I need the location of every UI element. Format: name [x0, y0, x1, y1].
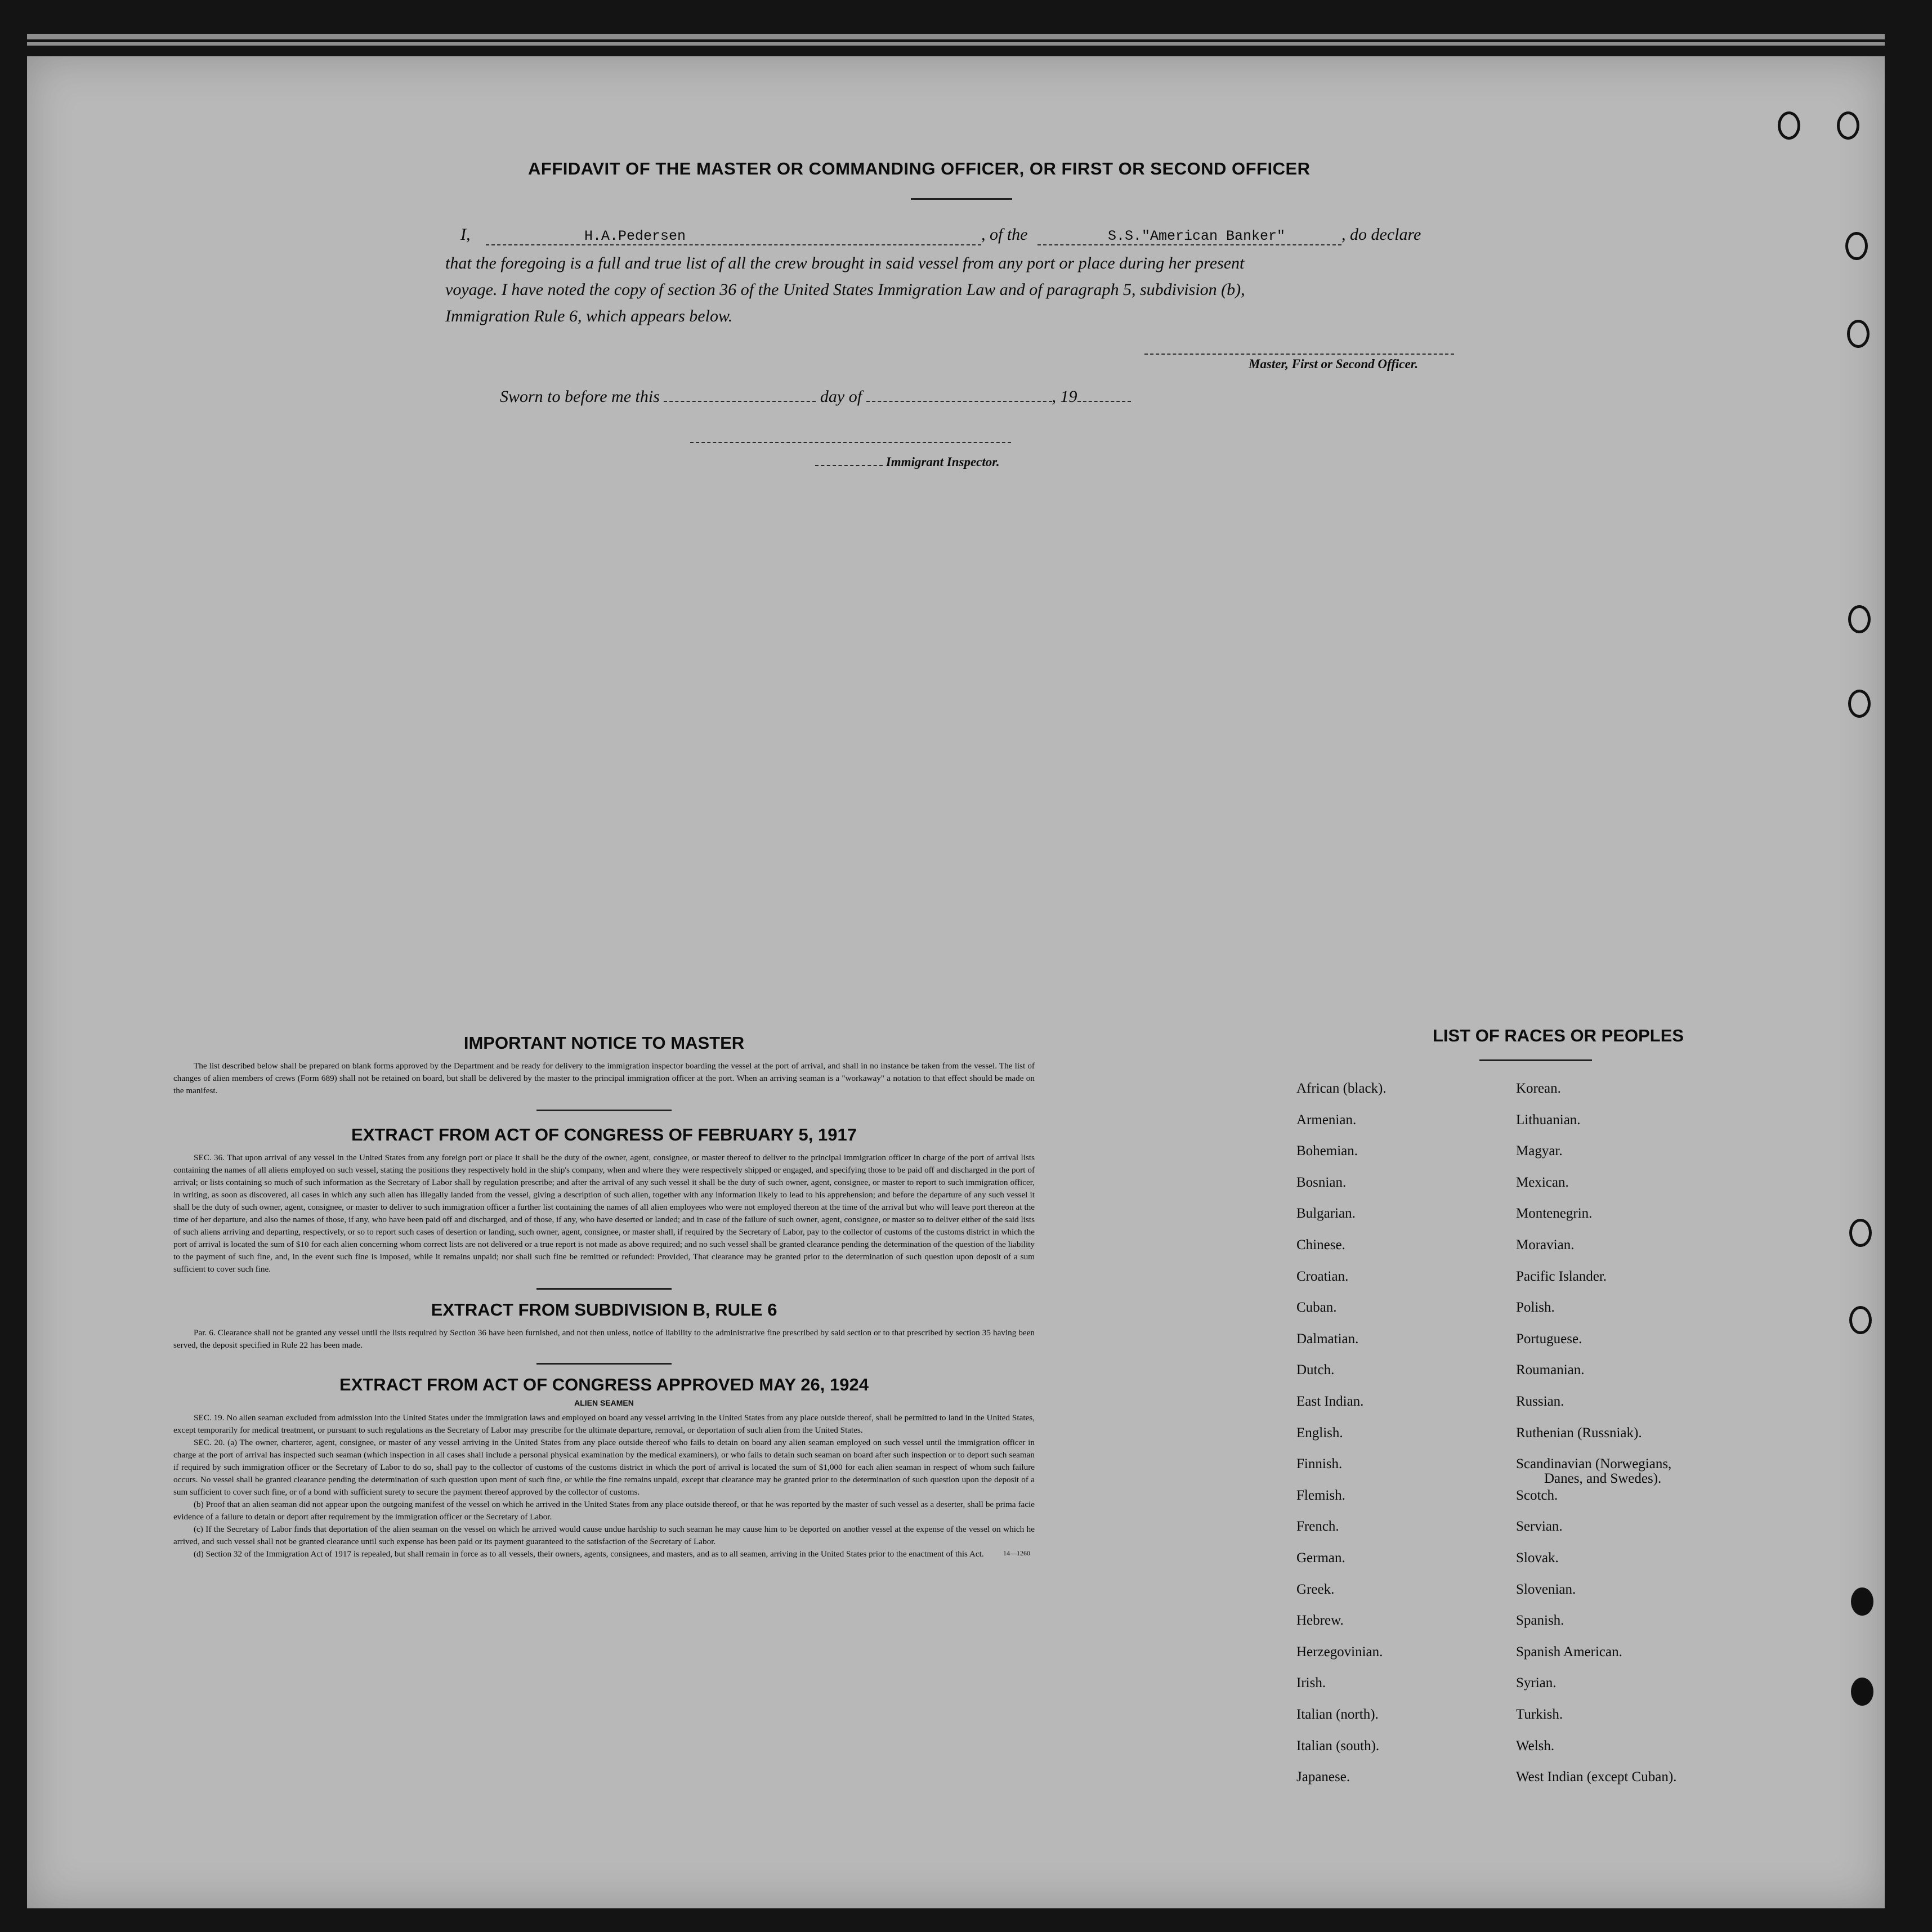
section-rule: [536, 1110, 672, 1111]
binder-hole: [1847, 320, 1870, 348]
binder-hole: [1778, 111, 1800, 140]
affidavit-title: AFFIDAVIT OF THE MASTER OR COMMANDING OFFICER, OR FIRST OR SECOND OFFICER: [528, 159, 1311, 178]
day-of-label: day of: [820, 387, 862, 406]
extract-1924-paragraph: [173, 1412, 1035, 1437]
extract-rule6-body: Par. 6. Clearance shall not be granted any vessel until the lists required by Section 36 have been furnished, and not then unless, notice of liability to the administrative fine prescribed by said section or to that prescribed by section 35 having been served, the deposit specified in Rule 22 has been made.: [173, 1328, 1035, 1350]
race-item: Italian (north).: [1296, 1707, 1379, 1722]
section-rule: [536, 1288, 672, 1290]
vessel-name-field: S.S."American Banker": [1037, 228, 1341, 245]
do-declare-label: , do declare: [1341, 225, 1421, 244]
race-item: Scandinavian (Norwegians,: [1516, 1456, 1672, 1472]
inspector-field: [815, 465, 883, 466]
page-edge-2: [27, 42, 1885, 46]
paragraph-text: (b) Proof that an alien seaman did not appear upon the outgoing manifest of the vessel on which he arrived in the United States from any place outside thereof, or that he was reported by the master of such vessel as a deserter, shall be prima facie evidence of a failure to detain or deport after requirement by the immigration officer or the Secretary of Labor.: [173, 1500, 1035, 1522]
sworn-label: Sworn to before me this: [500, 387, 660, 406]
year-prefix-label: , 19: [1052, 387, 1077, 406]
race-item: Finnish.: [1296, 1456, 1343, 1472]
extract-1924-subtitle: ALIEN SEAMEN: [574, 1398, 634, 1407]
declaration-text-line: voyage. I have noted the copy of section 36 of the United States Immigration Law and of paragraph 5, subdivision (b),: [445, 280, 1245, 299]
race-item: Herzegovinian.: [1296, 1644, 1383, 1660]
binder-hole: [1848, 605, 1871, 633]
race-item: Korean.: [1516, 1081, 1561, 1096]
race-item: Bulgarian.: [1296, 1206, 1356, 1222]
race-item: Lithuanian.: [1516, 1112, 1581, 1128]
extract-1924-paragraph: [173, 1499, 1035, 1523]
race-item: Turkish.: [1516, 1707, 1563, 1722]
sworn-month-field: [866, 401, 1052, 402]
of-the-label: , of the: [981, 225, 1028, 244]
race-item: Cuban.: [1296, 1300, 1337, 1316]
race-item: Italian (south).: [1296, 1738, 1380, 1754]
race-item: English.: [1296, 1425, 1343, 1441]
sworn-line: [500, 387, 1131, 406]
race-item: Japanese.: [1296, 1769, 1350, 1785]
race-item: Moravian.: [1516, 1237, 1575, 1253]
sworn-year-field: [1077, 401, 1131, 402]
binder-hole: [1851, 1587, 1873, 1616]
race-item: African (black).: [1296, 1081, 1387, 1096]
paragraph-text: (c) If the Secretary of Labor finds that deportation of the alien seaman on the vessel on which he arrived would cause undue hardship to such seaman he may cause him to be deported on another vessel at the expense of the vessel on which he arrived, and such vessel shall not be granted clearance until such expense has been paid or its payment guaranteed to the satisfaction of the Secretary of Labor.: [173, 1524, 1035, 1546]
race-item: Irish.: [1296, 1675, 1326, 1691]
inspector-signature-line: [690, 442, 1011, 443]
binder-hole: [1849, 1219, 1872, 1247]
signature-label: Master, First or Second Officer.: [1249, 357, 1419, 371]
race-item: Polish.: [1516, 1300, 1555, 1316]
title-rule: [911, 198, 1012, 200]
race-item: East Indian.: [1296, 1394, 1364, 1409]
race-item: Russian.: [1516, 1394, 1564, 1409]
paragraph-text: SEC. 19. No alien seaman excluded from admission into the United States under the immigration laws and employed on board any vessel arriving in the United States from any place outside thereof, shall be permitted to land in the United States, except temporarily for medical treatment, or pursuant to such regulations as the Secretary of Labor may prescribe for the ultimate departure, removal, or deportation of such alien from the United States.: [173, 1413, 1035, 1435]
race-item: Ruthenian (Russniak).: [1516, 1425, 1642, 1441]
race-item: Chinese.: [1296, 1237, 1345, 1253]
race-item: Bohemian.: [1296, 1143, 1358, 1159]
sworn-day-field: [664, 401, 816, 402]
race-item: Magyar.: [1516, 1143, 1563, 1159]
race-item: Flemish.: [1296, 1487, 1345, 1503]
binder-hole: [1837, 111, 1859, 140]
paragraph-text: SEC. 20. (a) The owner, charterer, agent, consignee, or master of any vessel arriving in the United States from any place outside thereof who fails to detain on board any alien seaman employed on such vessel until the immigration officer in charge at the port of arrival has inspected such seaman (which inspection in all cases shall include a personal physical examination by the medical examiners), or who fails to detain such seaman on board after such inspection or to deport such seaman if required by such immigration officer or the Secretary of Labor to do so, shall pay to the collector of customs of the customs district in which the port of arrival is located the sum of $1,000 for each alien seaman in respect of whom such failure occurs. No vessel shall be granted clearance pending the determination of such question upon ment of such fine, or while the fine remains unpaid, except that clearance may be granted prior to the determination of such question upon the deposit of a sum sufficient to cover such fine, or of a bond with sufficient surety to secure the payment thereof approved by the collector of customs.: [173, 1438, 1035, 1497]
race-item: Dalmatian.: [1296, 1331, 1359, 1347]
race-item: Roumanian.: [1516, 1362, 1585, 1378]
paragraph-text: (d) Section 32 of the Immigration Act of 1917 is repealed, but shall remain in force as to all vessels, their owners, agents, consignees, and masters, and as to all seamen, arriving in the United States prior to the enactment of this Act.: [194, 1549, 984, 1559]
race-item: Armenian.: [1296, 1112, 1357, 1128]
race-item: Bosnian.: [1296, 1174, 1347, 1190]
binder-hole: [1849, 1306, 1872, 1334]
extract-1924-paragraph: [173, 1548, 1035, 1560]
race-item: Danes, and Swedes).: [1544, 1471, 1662, 1487]
race-item: Dutch.: [1296, 1362, 1335, 1378]
form-number: 14—1260: [1003, 1549, 1030, 1557]
race-item: Pacific Islander.: [1516, 1268, 1607, 1284]
declaration-body: [445, 250, 1515, 329]
section-rule: [536, 1363, 672, 1365]
race-item: French.: [1296, 1519, 1339, 1535]
race-item: Slovenian.: [1516, 1581, 1576, 1597]
declaration-text-line: that the foregoing is a full and true list of all the crew brought in said vessel from any port or place during her present: [445, 254, 1245, 272]
extract-1924-paragraph: [173, 1437, 1035, 1499]
notice-column: [173, 1033, 1035, 1558]
races-title: LIST OF RACES OR PEOPLES: [1432, 1026, 1684, 1045]
extract-1917-text: [173, 1152, 1035, 1276]
race-item: Hebrew.: [1296, 1613, 1344, 1629]
extract-1924-paragraph: [173, 1523, 1035, 1548]
race-item: Scotch.: [1516, 1487, 1558, 1503]
extract-rule6-title: EXTRACT FROM SUBDIVISION B, RULE 6: [431, 1300, 777, 1320]
extract-rule6-text: [173, 1327, 1035, 1352]
binder-hole: [1848, 690, 1871, 718]
form-page: [27, 56, 1885, 1908]
race-item: Slovak.: [1516, 1550, 1559, 1566]
race-item: West Indian (except Cuban).: [1516, 1769, 1677, 1785]
race-item: Servian.: [1516, 1519, 1563, 1535]
inspector-label: Immigrant Inspector.: [886, 455, 1000, 469]
declaration-text-line: Immigration Rule 6, which appears below.: [445, 307, 733, 325]
races-title-rule: [1479, 1059, 1592, 1061]
extract-1917-body: SEC. 36. That upon arrival of any vessel in the United States from any foreign port or place it shall be the duty of the owner, agent, consignee, or master thereof to deliver to the principal immigration officer in charge of the port of arrival lists containing the names of all aliens employed on such vessel, stating the positions they respectively hold in the ship's company, when and where they were respectively shipped or engaged, and specifying those to be paid off and discharged in the port of arrival; or lists containing so much of such information as the Secretary of Labor shall by regulation prescribe; and after the arrival of any such vessel it shall be the duty of such owner, agent, consignee, or master to report to such immigration officer, in writing, as soon as discovered, all cases in which any such alien has illegally landed from the vessel, giving a description of such alien, together with any information likely to lead to his apprehension; and before the departure of any such vessel it shall be the duty of such owner, agent, consignee, or master to deliver to such immigration officer a further list containing the names of all alien employees who were not employed thereon at the time of the arrival but who will leave port thereon at the time of her departure, and also the names of those, if any, who have been paid off and discharged, and of those, if any, who have deserted or landed; and in case of the failure of such owner, agent, consignee, or master so to deliver either of the said lists of such aliens arriving and departing, respectively, or so to report such cases of desertion or landing, such owner, agent, consignee, or master shall, if required by the Secretary of Labor, pay to the collector of customs of the customs district in which the port of arrival is located the sum of $10 for each alien concerning whom correct lists are not delivered or a true report is not made as above required; and no such vessel shall be granted clearance pending the determination of the question of the liability to the payment of such fine, and, in the event such fine is imposed, while it remains unpaid; nor shall such fine be remitted or refunded: Provided, That clearance may be granted prior to the determination of such question upon deposit of a sum sufficient to cover such fine.: [173, 1153, 1035, 1274]
race-item: Montenegrin.: [1516, 1206, 1593, 1222]
race-item: Croatian.: [1296, 1268, 1349, 1284]
race-item: Spanish.: [1516, 1613, 1564, 1629]
race-item: Portuguese.: [1516, 1331, 1582, 1347]
race-item: Welsh.: [1516, 1738, 1555, 1754]
race-item: Syrian.: [1516, 1675, 1557, 1691]
declaration-line: [460, 225, 1530, 245]
master-name-field: H.A.Pedersen: [486, 228, 981, 245]
race-item: Mexican.: [1516, 1174, 1569, 1190]
race-item: German.: [1296, 1550, 1345, 1566]
extract-1924-title: EXTRACT FROM ACT OF CONGRESS APPROVED MAY 26, 1924: [339, 1375, 869, 1394]
extract-1917-title: EXTRACT FROM ACT OF CONGRESS OF FEBRUARY 5, 1917: [351, 1125, 857, 1144]
notice-title: IMPORTANT NOTICE TO MASTER: [463, 1033, 745, 1053]
race-item: Greek.: [1296, 1581, 1335, 1597]
binder-hole: [1851, 1678, 1873, 1706]
declaration-prefix: I,: [460, 225, 471, 244]
signature-line: [1144, 354, 1454, 355]
page-edge-top: [27, 34, 1885, 39]
notice-text: [173, 1060, 1035, 1097]
inspector-line: [815, 455, 1000, 469]
notice-text-body: The list described below shall be prepared on blank forms approved by the Department and be ready for delivery to the immigration inspector boarding the vessel at the port of arrival, and shall in no instance be taken from the vessel. The list of changes of alien members of crews (Form 689) shall not be retained on board, but shall be delivered by the master to the principal immigration officer at the port. When an arriving seaman is a "workaway" a notation to that effect should be made on the manifest.: [173, 1061, 1035, 1095]
binder-hole: [1845, 232, 1868, 260]
race-item: Spanish American.: [1516, 1644, 1622, 1660]
